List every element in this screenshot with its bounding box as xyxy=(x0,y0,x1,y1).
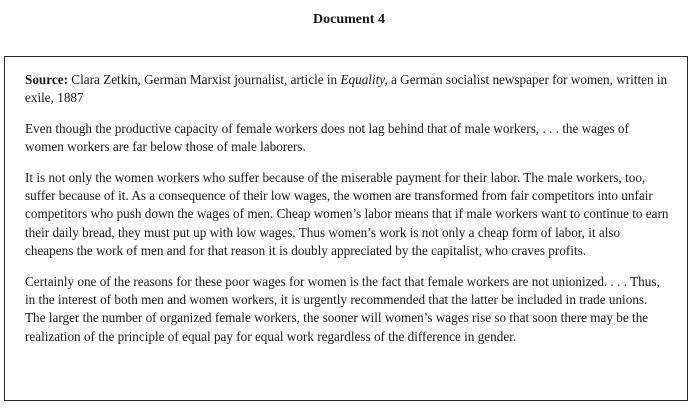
excerpt-paragraph-1: Even though the productive capacity of female workers does not lag behind that of male workers, . . . the wages of women workers are far below those of male laborers. xyxy=(25,120,629,155)
document-excerpt-box xyxy=(4,56,688,401)
source-text-after: a German socialist newspaper for women, written in exile, 1887 xyxy=(25,72,668,106)
excerpt-paragraph-2: It is not only the women workers who suffer because of the miserable payment for their labor. The male workers, too, suffer because of it. As a consequence of their low wages, the women are transformed from fair competitors into unfair competitors who push down the wages of men. Cheap women’s labor means that if male workers want to continue to earn their daily bread, they must put up with low wages. Thus women’s work is not only a cheap form of labor, it also cheapens the work of men and for that reason it is doubly appreciated by the capitalist, who craves profits. xyxy=(25,169,669,259)
source-text-before: Clara Zetkin, German Marxist journalist, article in xyxy=(67,72,341,87)
excerpt-paragraph-3: Certainly one of the reasons for these poor wages for women is the fact that female workers are not unionized. . . . Thus, in the interest of both men and women workers, it is urgently recommended that the latter be included in trade unions. The larger the number of organized female workers, the sooner will women’s wages rise so that soon there may be the realization of the principle of equal pay for equal work regardless of the difference in gender. xyxy=(25,273,660,344)
source-label: Source: xyxy=(25,72,68,87)
document-title: Document 4 xyxy=(313,12,385,27)
source-publication: Equality, xyxy=(340,72,388,87)
source-citation xyxy=(25,71,669,108)
